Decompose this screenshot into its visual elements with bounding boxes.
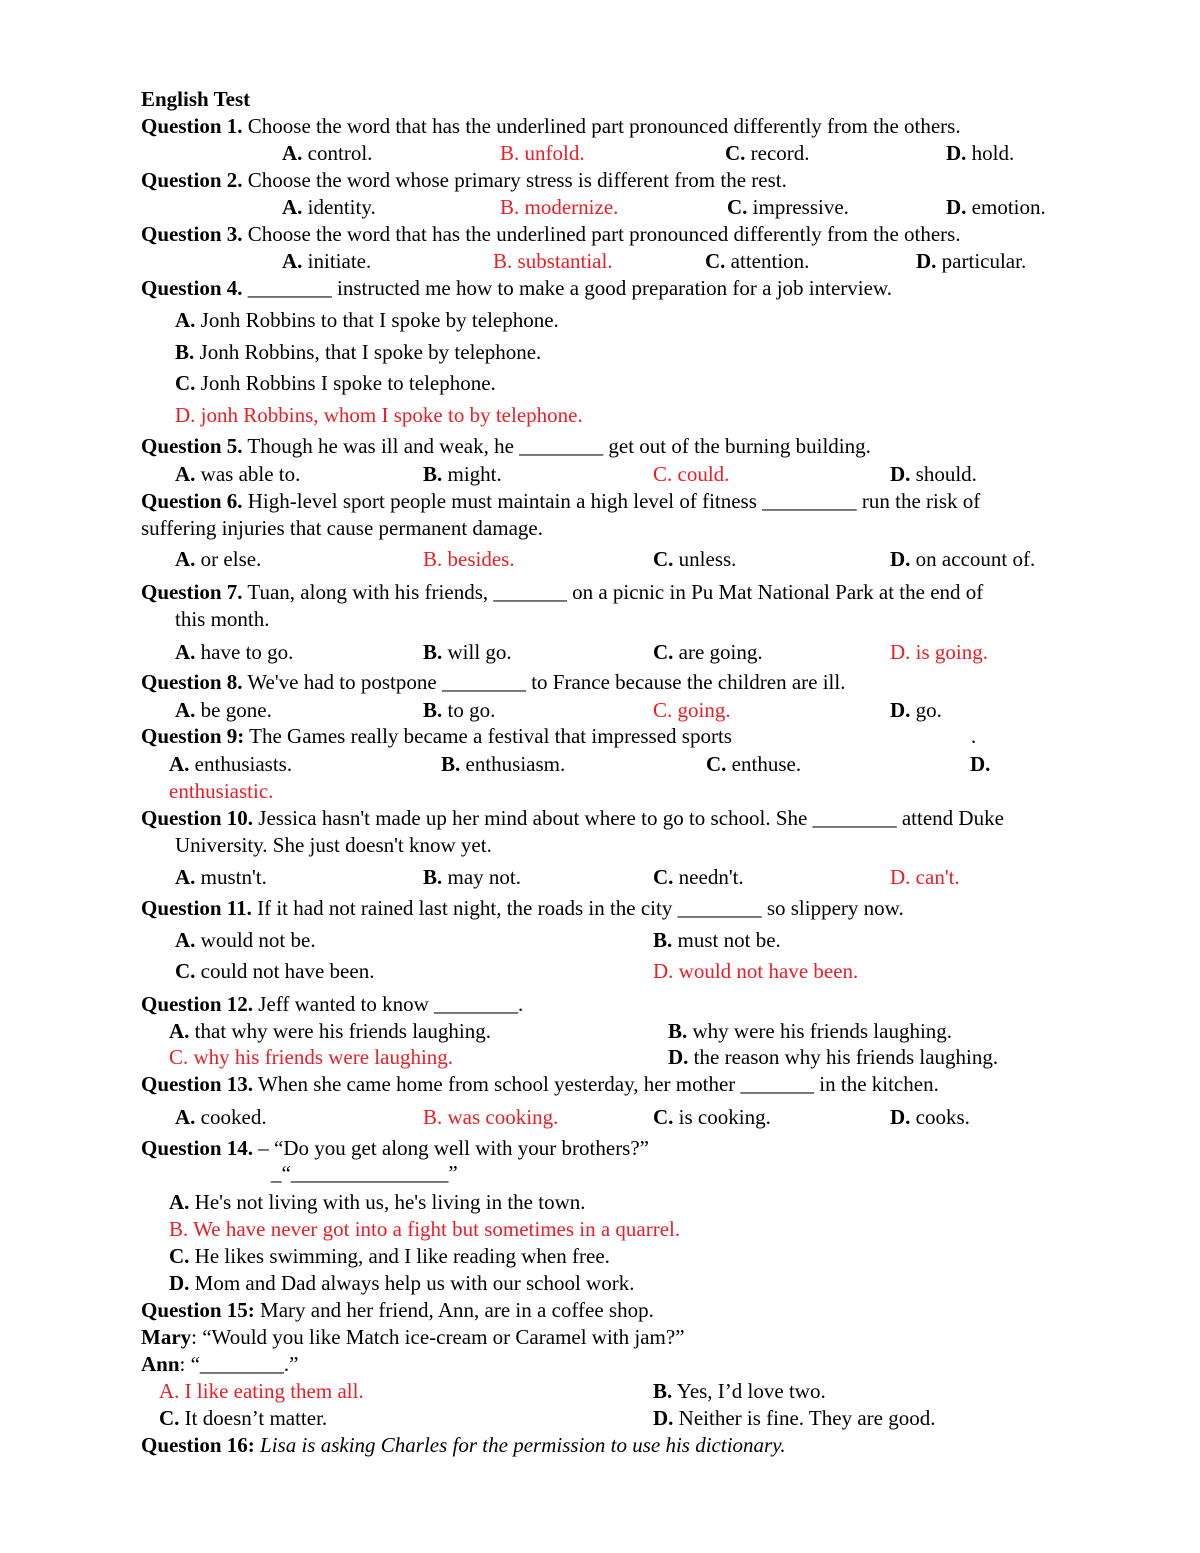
question-8-option-a[interactable] [175, 698, 272, 722]
option-text: Neither is fine. They are good. [678, 1406, 936, 1430]
option-letter: B. [423, 640, 443, 664]
option-text: identity. [307, 195, 376, 219]
option-letter: A. [282, 249, 303, 273]
question-2-option-d[interactable] [946, 195, 1046, 219]
option-letter: C. [169, 1244, 190, 1268]
option-text: Yes, I’d love two. [676, 1379, 826, 1403]
question-prompt: Lisa is asking Charles for the permission to use his dictionary. [260, 1433, 786, 1457]
question-14-option-c[interactable] [169, 1244, 610, 1268]
question-7-line [141, 580, 983, 604]
option-letter: B. [500, 195, 520, 219]
page-title: English Test [141, 87, 251, 111]
question-11-option-a[interactable] [175, 928, 316, 952]
option-letter: A. [175, 308, 196, 332]
question-prompt: Jeff wanted to know ________. [258, 992, 524, 1016]
option-text: to go. [447, 698, 496, 722]
question-15-line [141, 1298, 654, 1322]
option-letter: D. [946, 141, 967, 165]
dialogue-mary [141, 1325, 685, 1349]
question-12-line [141, 992, 523, 1016]
question-11-option-c[interactable] [175, 959, 374, 983]
question-1-option-b[interactable] [500, 141, 585, 165]
option-text: Jonh Robbins I spoke to telephone. [200, 371, 496, 395]
question-prompt: Choose the word that has the underlined part pronounced differently from the others. [247, 222, 961, 246]
option-letter: B. [175, 340, 195, 364]
question-8-line [141, 670, 845, 694]
option-text: cooked. [200, 1105, 267, 1129]
option-letter: C. [653, 1105, 674, 1129]
option-text: record. [750, 141, 810, 165]
speaker-mary: Mary [141, 1325, 192, 1349]
question-4-option-d[interactable] [175, 403, 583, 427]
option-letter: C. [653, 547, 674, 571]
speaker-ann: Ann [141, 1352, 180, 1376]
option-text: Jonh Robbins to that I spoke by telephone. [200, 308, 559, 332]
option-text: attention. [730, 249, 810, 273]
question-label: Question 9: [141, 724, 245, 748]
option-letter: C. [653, 640, 674, 664]
option-text: It doesn’t matter. [184, 1406, 328, 1430]
question-2-option-a[interactable] [282, 195, 376, 219]
question-prompt: High-level sport people must maintain a high level of fitness _________ run the risk of [247, 489, 981, 513]
option-text: must not be. [677, 928, 781, 952]
option-letter: A. [282, 141, 303, 165]
question-16-line [141, 1433, 786, 1457]
option-text: could not have been. [200, 959, 375, 983]
option-text: was able to. [200, 462, 301, 486]
option-letter: A. [175, 928, 196, 952]
question-prompt: The Games really became a festival that impressed sports [249, 724, 732, 748]
question-label: Question 13. [141, 1072, 254, 1096]
option-letter: C. [706, 752, 727, 776]
option-text: besides. [447, 547, 515, 571]
question-14-line [141, 1136, 649, 1160]
option-letter: A. [169, 1019, 190, 1043]
question-9-trail: . [971, 724, 977, 748]
question-label: Question 6. [141, 489, 243, 513]
option-letter: D. [970, 752, 991, 776]
option-text: We have never got into a fight but sometimes in a quarrel. [193, 1217, 681, 1241]
question-8-option-c[interactable] [653, 698, 731, 722]
option-text: be gone. [200, 698, 272, 722]
question-prompt: Jessica hasn't made up her mind about where to go to school. She ________ attend Duke [258, 806, 1004, 830]
option-text: why were his friends laughing. [692, 1019, 953, 1043]
question-5-option-c[interactable] [653, 462, 729, 486]
question-label: Question 7. [141, 580, 243, 604]
question-4-option-a[interactable] [175, 308, 559, 332]
option-letter: B. [423, 1105, 443, 1129]
question-label: Question 11. [141, 896, 252, 920]
option-letter: C. [159, 1406, 180, 1430]
option-letter: D. [890, 865, 911, 889]
option-letter: D. [890, 698, 911, 722]
option-letter: A. [282, 195, 303, 219]
question-11-option-b[interactable] [653, 928, 781, 952]
option-text: go. [915, 698, 942, 722]
question-9-option-d[interactable] [970, 752, 990, 776]
option-text: I like eating them all. [184, 1379, 364, 1403]
question-10-option-a[interactable] [175, 865, 267, 889]
question-label: Question 8. [141, 670, 243, 694]
question-1-option-a[interactable] [282, 141, 372, 165]
option-text: mustn't. [200, 865, 267, 889]
question-13-line [141, 1072, 939, 1096]
option-text: Mom and Dad always help us with our school work. [194, 1271, 635, 1295]
question-6-line [141, 489, 980, 513]
option-text: that why were his friends laughing. [194, 1019, 491, 1043]
question-12-option-b[interactable] [668, 1019, 952, 1043]
question-12-option-a[interactable] [169, 1019, 491, 1043]
question-5-line [141, 434, 871, 458]
option-text: emotion. [971, 195, 1046, 219]
question-3-option-b[interactable] [493, 249, 613, 273]
question-13-option-a[interactable] [175, 1105, 267, 1129]
question-label: Question 4. [141, 276, 243, 300]
question-13-option-b[interactable] [423, 1105, 558, 1129]
option-letter: C. [175, 371, 196, 395]
question-9-option-c[interactable] [706, 752, 801, 776]
question-label: Question 3. [141, 222, 243, 246]
question-12-option-c[interactable] [169, 1045, 453, 1069]
option-text: going. [677, 698, 731, 722]
option-text: control. [307, 141, 373, 165]
option-text: was cooking. [447, 1105, 559, 1129]
option-text: should. [915, 462, 977, 486]
option-text: needn't. [678, 865, 744, 889]
question-10-option-b[interactable] [423, 865, 521, 889]
question-1-option-c[interactable] [725, 141, 810, 165]
option-letter: C. [705, 249, 726, 273]
question-6-option-a[interactable] [175, 547, 261, 571]
option-text: jonh Robbins, whom I spoke to by telephone. [200, 403, 583, 427]
option-text: unfold. [524, 141, 585, 165]
option-letter: D. [653, 959, 674, 983]
option-letter: C. [169, 1045, 189, 1069]
question-2-option-b[interactable] [500, 195, 618, 219]
option-letter: D. [890, 462, 911, 486]
option-letter: C. [653, 462, 673, 486]
option-text: or else. [200, 547, 262, 571]
question-9-line [141, 724, 732, 748]
question-14-option-b[interactable] [169, 1217, 680, 1241]
question-10-option-d[interactable] [890, 865, 960, 889]
option-letter: A. [159, 1379, 180, 1403]
question-9-answer-d-text: enthusiastic. [169, 779, 274, 803]
option-text: would not have been. [678, 959, 859, 983]
question-prompt: Tuan, along with his friends, _______ on a picnic in Pu Mat National Park at the end of [247, 580, 984, 604]
option-text: enthuse. [731, 752, 802, 776]
question-3-option-a[interactable] [282, 249, 371, 273]
option-text: is going. [915, 640, 989, 664]
question-10-option-c[interactable] [653, 865, 744, 889]
option-letter: B. [668, 1019, 688, 1043]
question-1-option-d[interactable] [946, 141, 1014, 165]
question-13-option-d[interactable] [890, 1105, 970, 1129]
option-letter: C. [653, 698, 673, 722]
option-text: hold. [971, 141, 1015, 165]
question-6-option-d[interactable] [890, 547, 1035, 571]
option-letter: D. [668, 1045, 689, 1069]
option-letter: B. [500, 141, 520, 165]
option-text: is cooking. [678, 1105, 771, 1129]
option-letter: D. [169, 1271, 190, 1295]
option-text: will go. [447, 640, 512, 664]
question-label: Question 2. [141, 168, 243, 192]
question-10-line [141, 806, 1004, 830]
option-letter: B. [423, 865, 443, 889]
option-letter: B. [423, 698, 443, 722]
question-label: Question 1. [141, 114, 243, 138]
option-letter: C. [725, 141, 746, 165]
option-text: initiate. [307, 249, 372, 273]
option-text: the reason why his friends laughing. [693, 1045, 999, 1069]
question-2-line [141, 168, 787, 192]
question-3-option-c[interactable] [705, 249, 809, 273]
question-prompt: Though he was ill and weak, he ________ get out of the burning building. [247, 434, 871, 458]
option-letter: B. [653, 928, 673, 952]
option-text: cooks. [915, 1105, 970, 1129]
option-letter: A. [169, 1190, 190, 1214]
option-letter: B. [441, 752, 461, 776]
ann-line: : “________.” [179, 1352, 299, 1376]
option-letter: D. [890, 640, 911, 664]
option-letter: D. [890, 547, 911, 571]
option-text: are going. [678, 640, 763, 664]
question-6-option-c[interactable] [653, 547, 736, 571]
option-text: have to go. [200, 640, 294, 664]
option-letter: D. [916, 249, 937, 273]
option-letter: A. [175, 462, 196, 486]
option-letter: B. [169, 1217, 189, 1241]
question-6-option-b[interactable] [423, 547, 515, 571]
question-prompt: Choose the word whose primary stress is different from the rest. [247, 168, 787, 192]
question-prompt: Mary and her friend, Ann, are in a coffee shop. [260, 1298, 654, 1322]
question-4-line [141, 276, 892, 300]
question-13-option-c[interactable] [653, 1105, 771, 1129]
question-label: Question 10. [141, 806, 254, 830]
option-letter: D. [946, 195, 967, 219]
option-letter: C. [175, 959, 196, 983]
question-label: Question 16: [141, 1433, 255, 1457]
option-text: He's not living with us, he's living in the town. [194, 1190, 586, 1214]
question-2-option-c[interactable] [727, 195, 849, 219]
question-7-line-2: this month. [175, 607, 270, 631]
question-prompt: When she came home from school yesterday, her mother _______ in the kitchen. [257, 1072, 939, 1096]
dialogue-ann [141, 1352, 299, 1376]
option-text: He likes swimming, and I like reading when free. [194, 1244, 610, 1268]
question-14-option-d[interactable] [169, 1271, 634, 1295]
question-15-option-d[interactable] [653, 1406, 935, 1430]
question-label: Question 12. [141, 992, 254, 1016]
question-6-line-2: suffering injuries that cause permanent damage. [141, 516, 543, 540]
question-8-option-d[interactable] [890, 698, 942, 722]
question-5-option-a[interactable] [175, 462, 300, 486]
option-letter: D. [890, 1105, 911, 1129]
option-letter: A. [175, 1105, 196, 1129]
option-text: on account of. [915, 547, 1036, 571]
question-5-option-b[interactable] [423, 462, 502, 486]
question-10-line-2: University. She just doesn't know yet. [175, 833, 492, 857]
question-4-option-b[interactable] [175, 340, 541, 364]
option-letter: A. [175, 640, 196, 664]
question-7-option-c[interactable] [653, 640, 763, 664]
question-5-option-d[interactable] [890, 462, 977, 486]
option-text: could. [677, 462, 730, 486]
option-letter: D. [653, 1406, 674, 1430]
option-letter: C. [727, 195, 748, 219]
question-prompt: – “Do you get along well with your brothers?” [258, 1136, 650, 1160]
question-prompt: We've had to postpone ________ to France because the children are ill. [247, 670, 846, 694]
question-label: Question 15: [141, 1298, 255, 1322]
question-11-line [141, 896, 904, 920]
question-4-option-c[interactable] [175, 371, 496, 395]
option-text: Jonh Robbins, that I spoke by telephone. [199, 340, 542, 364]
question-14-reply: _“_______________” [271, 1161, 458, 1185]
question-3-line [141, 222, 961, 246]
question-prompt: Choose the word that has the underlined part pronounced differently from the others. [247, 114, 961, 138]
mary-line: : “Would you like Match ice-cream or Caramel with jam?” [191, 1325, 685, 1349]
option-letter: A. [175, 698, 196, 722]
question-9-option-a[interactable] [169, 752, 292, 776]
question-1-line [141, 114, 961, 138]
question-prompt: ________ instructed me how to make a good preparation for a job interview. [247, 276, 892, 300]
option-text: modernize. [524, 195, 619, 219]
question-12-option-d[interactable] [668, 1045, 998, 1069]
option-letter: A. [175, 865, 196, 889]
question-11-option-d[interactable] [653, 959, 858, 983]
question-14-option-a[interactable] [169, 1190, 585, 1214]
question-15-option-b[interactable] [653, 1379, 826, 1403]
question-7-option-b[interactable] [423, 640, 512, 664]
option-text: impressive. [752, 195, 849, 219]
question-9-option-b[interactable] [441, 752, 565, 776]
question-prompt: If it had not rained last night, the roads in the city ________ so slippery now. [257, 896, 904, 920]
option-text: enthusiasm. [465, 752, 566, 776]
option-letter: A. [169, 752, 190, 776]
option-text: might. [447, 462, 502, 486]
option-text: unless. [678, 547, 737, 571]
option-letter: A. [175, 547, 196, 571]
question-label: Question 5. [141, 434, 243, 458]
question-3-option-d[interactable] [916, 249, 1026, 273]
option-letter: C. [653, 865, 674, 889]
option-letter: B. [653, 1379, 673, 1403]
option-text: particular. [941, 249, 1027, 273]
option-letter: B. [423, 462, 443, 486]
option-letter: B. [493, 249, 513, 273]
option-text: may not. [447, 865, 522, 889]
option-text: substantial. [517, 249, 613, 273]
question-7-option-a[interactable] [175, 640, 293, 664]
question-8-option-b[interactable] [423, 698, 495, 722]
question-7-option-d[interactable] [890, 640, 988, 664]
option-text: why his friends were laughing. [193, 1045, 454, 1069]
option-letter: B. [423, 547, 443, 571]
option-text: would not be. [200, 928, 316, 952]
option-text: enthusiasts. [194, 752, 293, 776]
question-15-option-c[interactable] [159, 1406, 327, 1430]
question-15-option-a[interactable] [159, 1379, 364, 1403]
option-letter: D. [175, 403, 196, 427]
option-text: can't. [915, 865, 960, 889]
question-label: Question 14. [141, 1136, 254, 1160]
